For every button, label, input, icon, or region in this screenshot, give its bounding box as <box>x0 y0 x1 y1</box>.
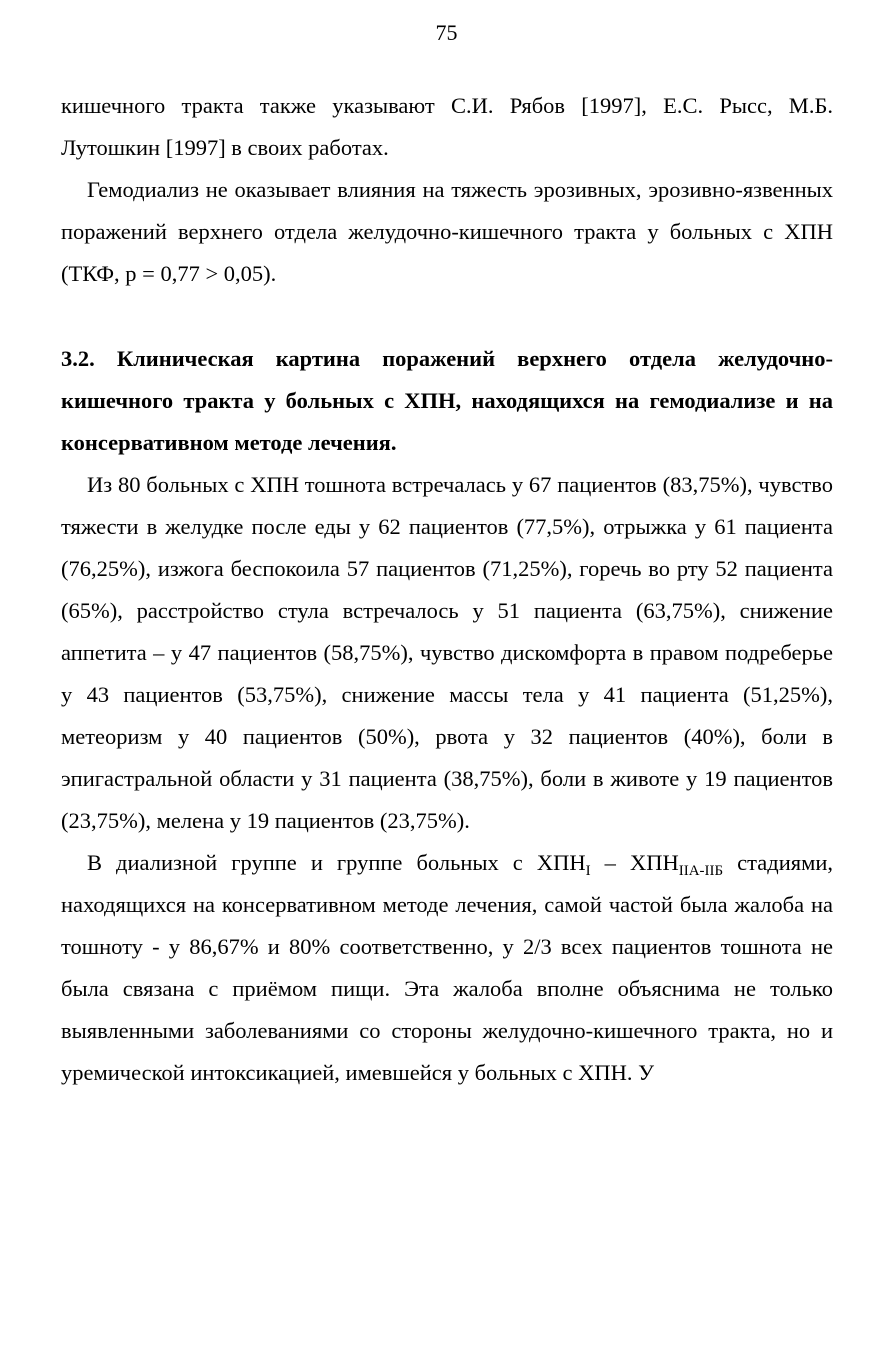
subscript-stage-1: I <box>585 863 591 879</box>
paragraph-symptoms: Из 80 больных с ХПН тошнота встречалась у 67 пациентов (83,75%), чувство тяжести в желудке после еды у 62 пациентов (77,5%), отрыжка у 61 пациента (76,25%), изжога беспокоила 57 пациентов (71,25%), горечь во рту 52 пациента (65%), расстройство стула встречалось у 51 пациента (63,75%), снижение аппетита – у 47 пациентов (58,75%), чувство дискомфорта в правом подреберье у 43 пациентов (53,75%), снижение массы тела у 41 пациента (51,25%), метеоризм у 40 пациентов (50%), рвота у 32 пациентов (40%), боли в эпигастральной области у 31 пациента (38,75%), боли в животе у 19 пациентов (23,75%), мелена у 19 пациентов (23,75%). <box>61 472 833 833</box>
section-gap <box>61 295 833 338</box>
text-part-3: стадиями, находящихся на консервативном методе лечения, самой частой была жалоба на тошноту - у 86,67% и 80% соответственно, у 2/3 всех пациентов тошнота не была связана с приёмом пищи. Эта жалоба вполне объяснима не только выявленными заболеваниями со стороны желудочно-кишечного тракта, но и уремической интоксикацией, имевшейся у больных с ХПН. У <box>61 850 833 1085</box>
text-part-1: В диализной группе и группе больных с ХПН <box>87 850 586 875</box>
page-body <box>61 85 833 1094</box>
paragraph-dialysis-group <box>61 842 833 1094</box>
paragraph-continuation: кишечного тракта также указывают С.И. Рябов [1997], Е.С. Рысс, М.Б. Лутошкин [1997] в своих работах. <box>61 93 833 160</box>
paragraph-hemodialysis: Гемодиализ не оказывает влияния на тяжесть эрозивных, эрозивно-язвенных поражений верхнего отдела желудочно-кишечного тракта у больных с ХПН (ТКФ, p = 0,77 > 0,05). <box>61 177 833 286</box>
page-number: 75 <box>435 20 458 45</box>
subscript-stage-2: IIА-IIБ <box>678 863 724 879</box>
text-part-2: – ХПН <box>590 850 679 875</box>
section-heading: 3.2. Клиническая картина поражений верхнего отдела желудочно-кишечного тракта у больных с ХПН, находящихся на гемодиализе и на консервативном методе лечения. <box>61 346 833 455</box>
